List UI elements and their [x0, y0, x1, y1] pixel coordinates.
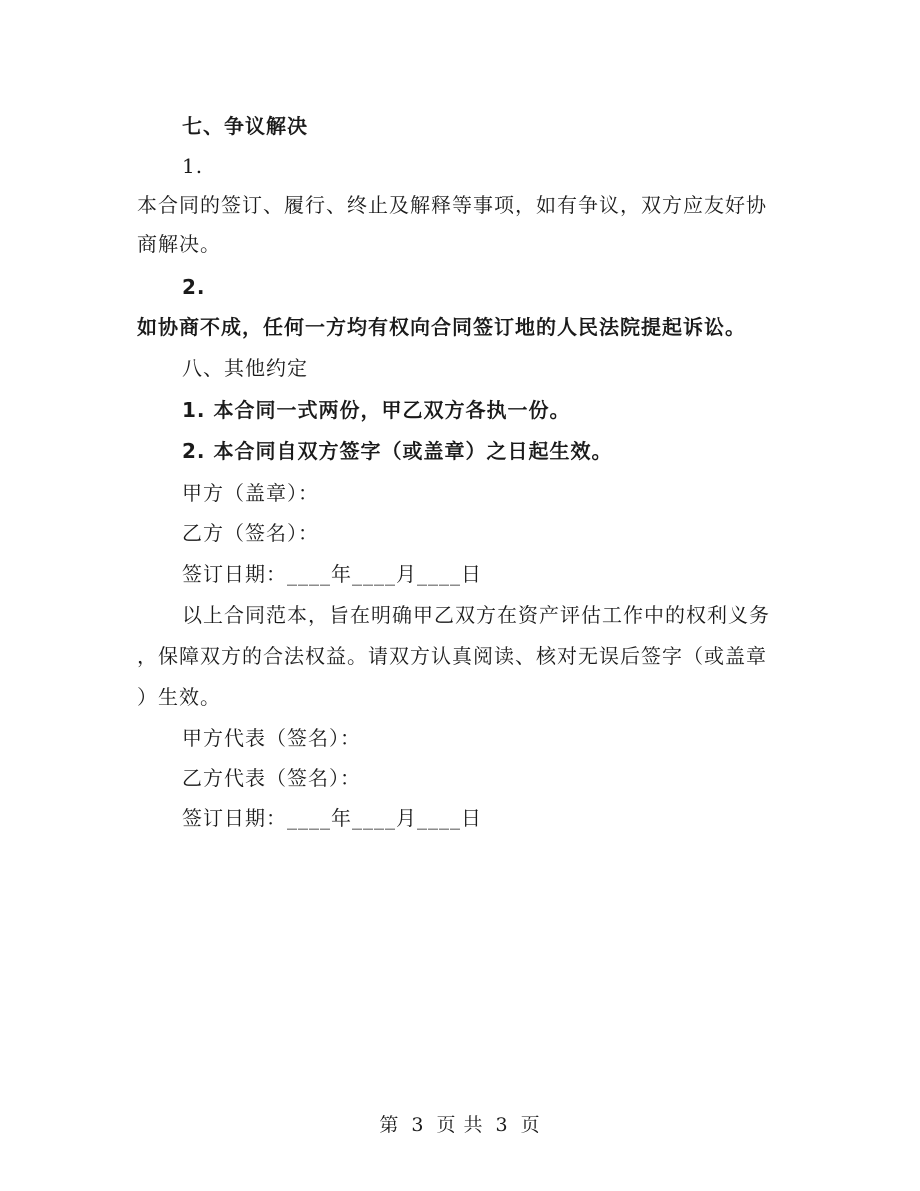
section-8-heading: 八、其他约定 — [182, 356, 308, 380]
section-8-item-1: 1. 本合同一式两份，甲乙双方各执一份。 — [182, 398, 571, 422]
signing-date-line-2: 签订日期：____年____月____日 — [182, 806, 482, 830]
signing-date-line-1: 签订日期：____年____月____日 — [182, 562, 482, 586]
closing-paragraph-line-1: 以上合同范本，旨在明确甲乙双方在资产评估工作中的权利义务 — [182, 603, 770, 627]
page-footer — [0, 1112, 920, 1138]
section-7-heading: 七、争议解决 — [182, 114, 308, 138]
section-8-item-2: 2. 本合同自双方签字（或盖章）之日起生效。 — [182, 439, 613, 463]
section-7-item-1-text-line-1: 本合同的签订、履行、终止及解释等事项，如有争议，双方应友好协 — [137, 193, 767, 217]
section-7-item-2-number: 2. — [182, 275, 206, 299]
footer-current-page: 3 — [411, 1114, 425, 1136]
party-a-seal-label: 甲方（盖章）： — [182, 481, 319, 505]
section-7-item-1-number: 1. — [182, 154, 204, 178]
section-7-item-1-text-line-2: 商解决。 — [137, 232, 221, 256]
party-a-representative-label: 甲方代表（签名）： — [182, 726, 361, 750]
footer-suffix: 页 — [520, 1114, 541, 1136]
footer-prefix: 第 — [379, 1114, 400, 1136]
section-7-item-2-text: 如协商不成，任何一方均有权向合同签订地的人民法院提起诉讼。 — [137, 315, 746, 339]
footer-middle: 页 共 — [436, 1114, 484, 1136]
closing-paragraph-line-2: ，保障双方的合法权益。请双方认真阅读、核对无误后签字（或盖章 — [137, 644, 767, 668]
closing-paragraph-line-3: ）生效。 — [137, 685, 221, 709]
party-b-representative-label: 乙方代表（签名）： — [182, 766, 361, 790]
party-b-signature-label: 乙方（签名）： — [182, 521, 319, 545]
footer-total-pages: 3 — [495, 1114, 509, 1136]
